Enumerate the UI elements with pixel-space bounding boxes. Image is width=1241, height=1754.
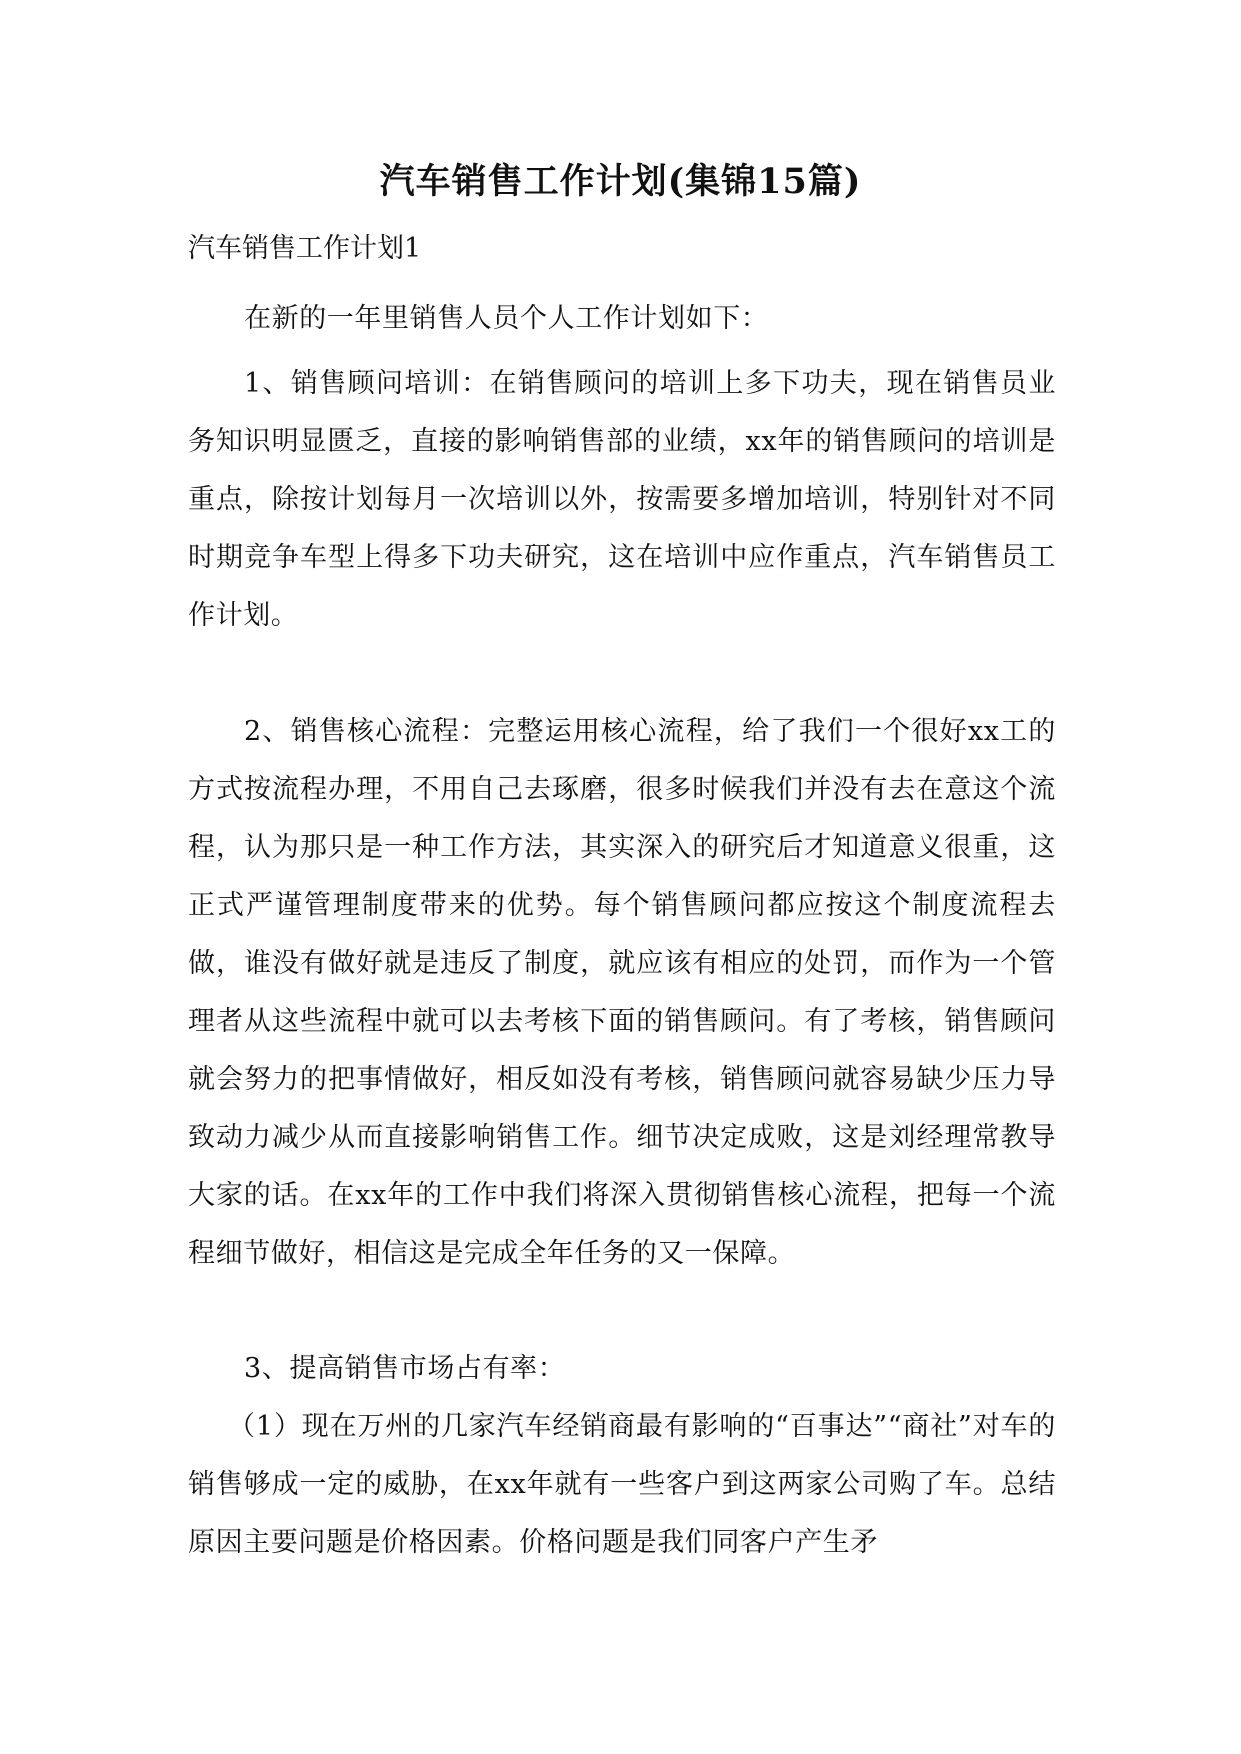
paragraph-sales-training: 1、销售顾问培训：在销售顾问的培训上多下功夫，现在销售员业务知识明显匮乏，直接的影响销售部的业绩，xx年的销售顾问的培训是重点，除按计划每月一次培训以外，按需要多增加培训，特别针对不同时期竞争车型上得多下功夫研究，这在培训中应作重点，汽车销售员工作计划。 — [188, 368, 1056, 631]
paragraph-intro: 在新的一年里销售人员个人工作计划如下： — [244, 303, 769, 334]
paragraph-market-share-heading: 3、提高销售市场占有率： — [244, 1353, 566, 1384]
paragraph-competitors: （1）现在万州的几家汽车经销商最有影响的“百事达”“商社”对车的销售够成一定的威胁，在xx年就有一些客户到这两家公司购了车。总结原因主要问题是价格因素。价格问题是我们同客户产生矛 — [188, 1411, 1056, 1558]
document-title: 汽车销售工作计划(集锦15篇) — [379, 161, 862, 202]
paragraph-core-process: 2、销售核心流程：完整运用核心流程，给了我们一个很好xx工的方式按流程办理，不用自己去琢磨，很多时候我们并没有去在意这个流程，认为那只是一种工作方法，其实深入的研究后才知道意义很重，这正式严谨管理制度带来的优势。每个销售顾问都应按这个制度流程去做，谁没有做好就是违反了制度，就应该有相应的处罚，而作为一个管理者从这些流程中就可以去考核下面的销售顾问。有了考核，销售顾问就会努力的把事情做好，相反如没有考核，销售顾问就容易缺少压力导致动力减少从而直接影响销售工作。细节决定成败，这是刘经理常教导大家的话。在xx年的工作中我们将深入贯彻销售核心流程，把每一个流程细节做好，相信这是完成全年任务的又一保障。 — [188, 716, 1056, 1269]
section-heading: 汽车销售工作计划1 — [188, 233, 422, 264]
